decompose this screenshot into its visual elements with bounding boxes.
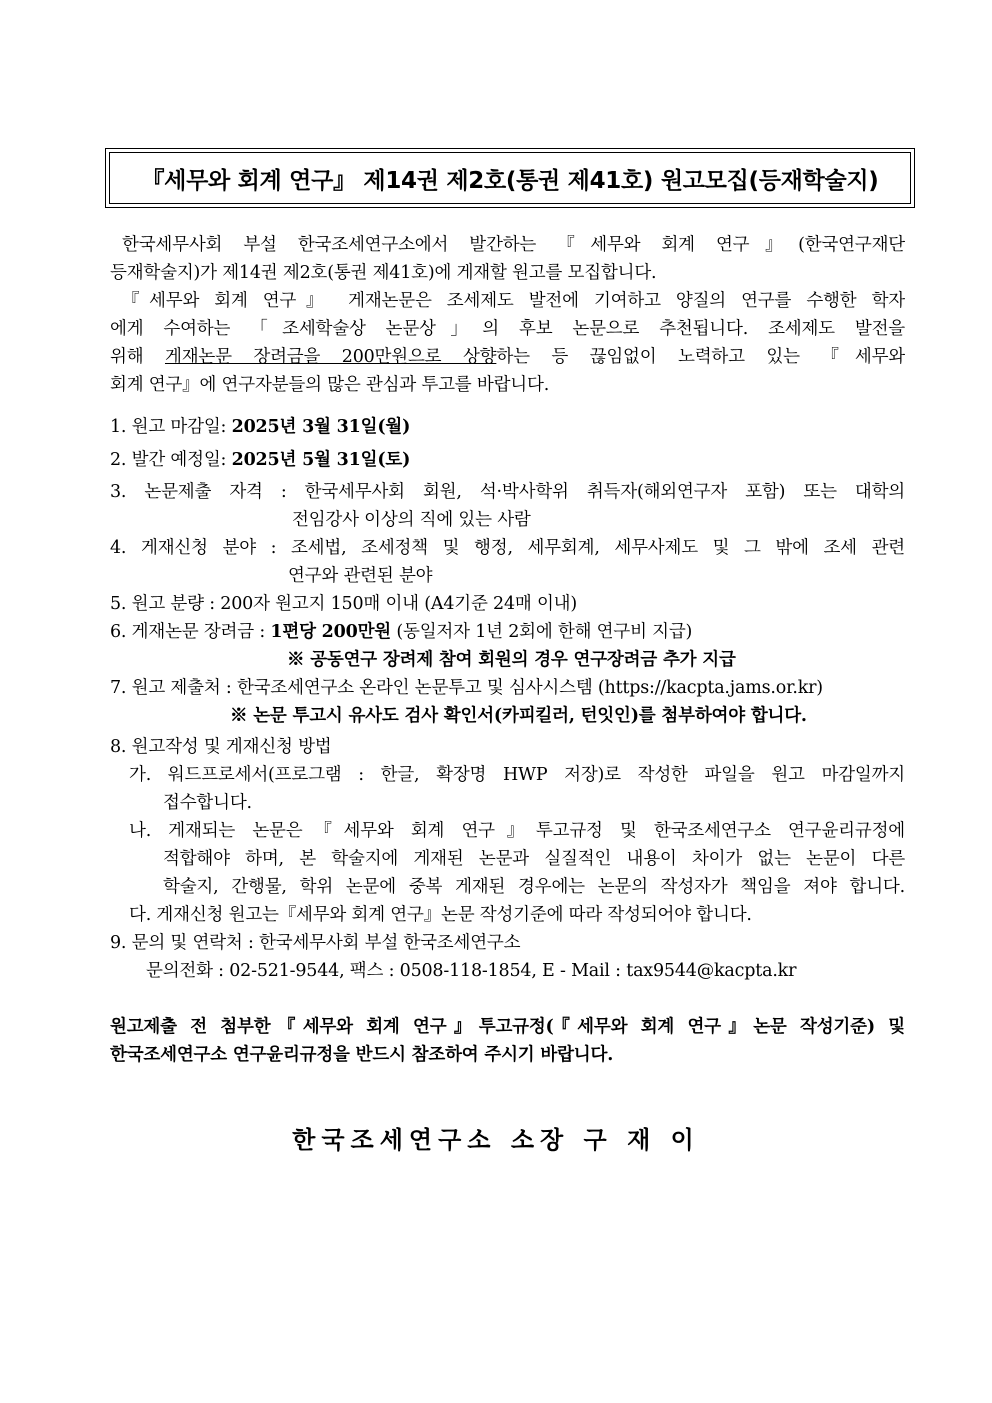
item-label: 2. 발간 예정일: (110, 450, 232, 470)
method-c: 다. 게재신청 원고는『세무와 회계 연구』논문 작성기준에 따라 작성되어야 합니다. (129, 905, 752, 925)
item-grant (110, 618, 905, 646)
item-method: 8. 원고작성 및 게재신청 방법 (110, 737, 332, 757)
item-submission: 7. 원고 제출처 : 한국조세연구소 온라인 논문투고 및 심사시스템 (https://kacpta.jams.or.kr) (110, 678, 823, 698)
intro-line: 한국세무사회 부설 한국조세연구소에서 발간하는 『세무와 회계 연구』(한국연구재단 (122, 235, 905, 255)
intro-line (110, 343, 905, 371)
item-fields: 4. 게재신청 분야 : 조세법, 조세정책 및 행정, 세무회계, 세무사제도 및 그 밖에 조세 관련 (110, 538, 905, 558)
item-deadline (110, 413, 905, 441)
method-b-cont: 학술지, 간행물, 학위 논문에 중복 게재된 경우에는 논문의 작성자가 책임을 져야 합니다. (163, 877, 905, 897)
method-b-cont: 적합해야 하며, 본 학술지에 게재된 논문과 실질적인 내용이 차이가 없는 논문이 다른 (163, 849, 905, 869)
item-eligibility: 3. 논문제출 자격 : 한국세무사회 회원, 석·박사학위 취득자(해외연구자 포함) 또는 대학의 (110, 482, 905, 502)
item-value: 1편당 200만원 (270, 622, 392, 642)
closing-notice: 한국조세연구소 연구윤리규정을 반드시 참조하여 주시기 바랍니다. (110, 1045, 614, 1065)
intro-text: 위해 (110, 347, 165, 367)
item-fields-cont: 연구와 관련된 분야 (288, 566, 433, 586)
signature: 한국조세연구소 소장 구 재 이 (292, 1125, 700, 1154)
closing-notice: 원고제출 전 첨부한『세무와 회계 연구』투고규정(『세무와 회계 연구』논문 작성기준) 및 (110, 1017, 905, 1037)
item-contact: 9. 문의 및 연락처 : 한국세무사회 부설 한국조세연구소 (110, 933, 521, 953)
title-box (105, 148, 915, 208)
item-label: 1. 원고 마감일: (110, 417, 232, 437)
item-publish-date (110, 446, 905, 474)
grant-notice: ※ 공동연구 장려제 참여 회원의 경우 연구장려금 추가 지급 (287, 650, 736, 670)
contact-details: 문의전화 : 02-521-9544, 팩스 : 0508-118-1854, E - Mail : tax9544@kacpta.kr (146, 961, 797, 981)
intro-line: 에게 수여하는 「조세학술상 논문상」의 후보 논문으로 추천됩니다. 조세제도 발전을 (110, 319, 905, 339)
item-length: 5. 원고 분량 : 200자 원고지 150매 이내 (A4기준 24매 이내) (110, 594, 577, 614)
similarity-notice: ※ 논문 투고시 유사도 검사 확인서(카피킬러, 턴잇인)를 첨부하여야 합니다. (230, 706, 807, 726)
method-b: 나. 게재되는 논문은『세무와 회계 연구』투고규정 및 한국조세연구소 연구윤리규정에 (129, 821, 905, 841)
intro-line: 『세무와 회계 연구』 게재논문은 조세제도 발전에 기여하고 양질의 연구를 수행한 학자 (122, 291, 905, 311)
underlined-emphasis: 게재논문 장려금을 200만원으로 상향 (164, 347, 497, 367)
intro-line: 회계 연구』에 연구자분들의 많은 관심과 투고를 바랍니다. (110, 375, 550, 395)
method-a-cont: 접수합니다. (163, 793, 252, 813)
item-value: 2025년 3월 31일(월) (231, 417, 411, 437)
method-a: 가. 워드프로세서(프로그램 : 한글, 확장명 HWP 저장)로 작성한 파일을 원고 마감일까지 (129, 765, 905, 785)
item-label: 6. 게재논문 장려금 : (110, 622, 271, 642)
intro-text: 하는 등 끊임없이 노력하고 있는 『세무와 (496, 347, 905, 367)
item-note: (동일저자 1년 2회에 한해 연구비 지급) (391, 622, 693, 642)
item-value: 2025년 5월 31일(토) (231, 450, 411, 470)
intro-line: 등재학술지)가 제14권 제2호(통권 제41호)에 게재할 원고를 모집합니다. (110, 263, 657, 283)
page-title: 『세무와 회계 연구』 제14권 제2호(통권 제41호) 원고모집(등재학술지) (109, 152, 911, 204)
item-eligibility-cont: 전임강사 이상의 직에 있는 사람 (292, 510, 531, 530)
